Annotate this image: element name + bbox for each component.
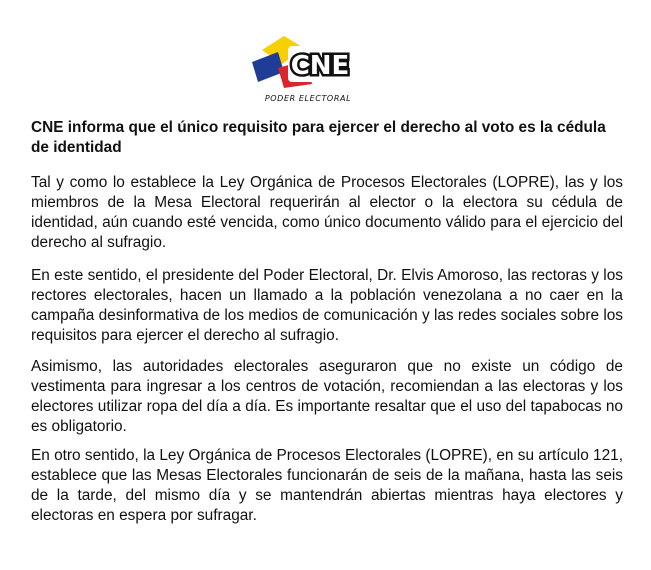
cne-logo [248,28,368,104]
cne-logo-mark [248,28,368,94]
paragraph-llamado-poblacion: En este sentido, el presidente del Poder Electoral, Dr. Elvis Amoroso, las rectoras y los rectores electorales, hacen un llamado a la población venezolana a no caer en la campaña desinformativa de los medios de comunicación y las redes sociales sobre los requisitos para ejercer el derecho al sufragio. [31,267,623,344]
paragraph-horario-mesas: En otro sentido, la Ley Orgánica de Procesos Electorales (LOPRE), en su artículo 121, establece que las Mesas Electorales funcionarán de seis de la mañana, hasta las seis de la tarde, del mismo día y se mantendrán abiertas mientras haya electores y electoras en espera por sufragar. [31,447,623,524]
logo-text: CNE [290,51,350,81]
logo-blue-block [252,52,284,82]
logo-caption: PODER ELECTORAL [264,94,352,103]
paragraph-codigo-vestimenta: Asimismo, las autoridades electorales aseguraron que no existe un código de vestimenta para ingresar a los centros de votación, recomiendan a las electoras y los electores utilizar ropa del día a día. Es importante resaltar que el uso del tapabocas no es obligatorio. [31,358,623,435]
paragraph-lopre-cedula: Tal y como lo establece la Ley Orgánica de Procesos Electorales (LOPRE), las y los miembros de la Mesa Electoral requerirán al elector o la electora su cédula de identidad, aún cuando esté vencida, como único documento válido para el ejercicio del derecho al sufragio. [31,174,623,251]
document-title: CNE informa que el único requisito para ejercer el derecho al voto es la cédula de identidad [31,119,606,156]
